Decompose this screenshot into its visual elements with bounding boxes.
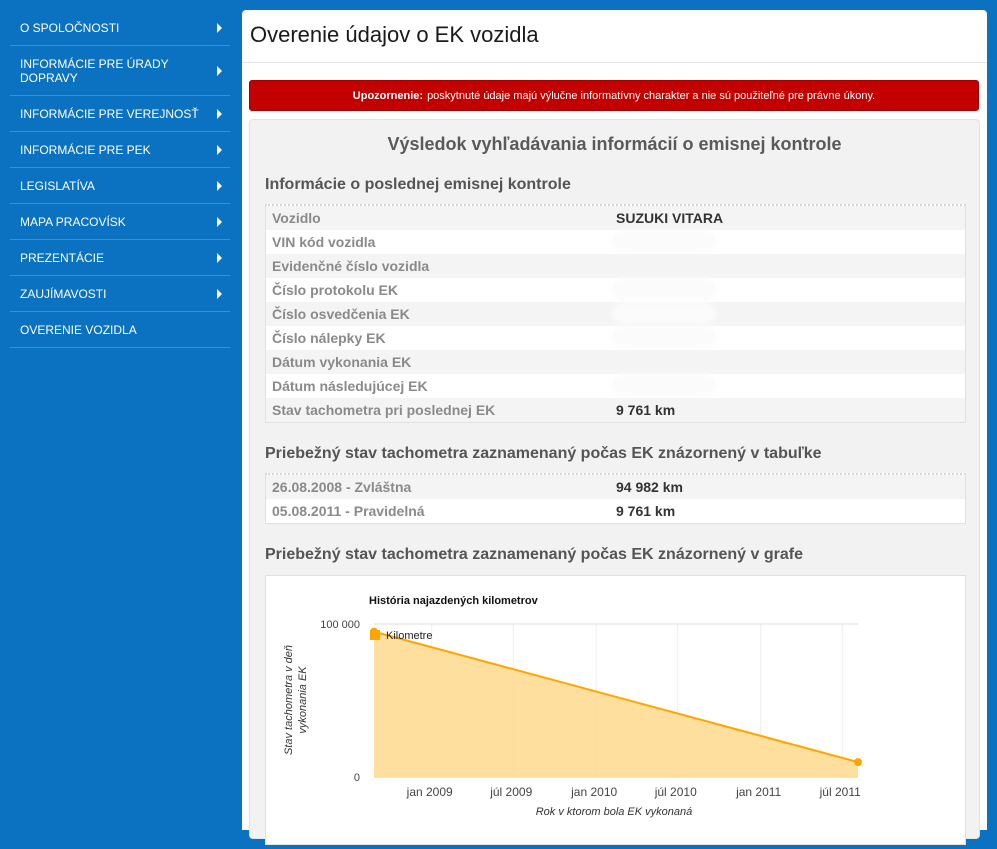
sidebar-item-label: LEGISLATÍVA bbox=[20, 178, 95, 193]
chart-y-axis-label: vykonania EK bbox=[297, 666, 309, 734]
redacted-value bbox=[616, 282, 712, 296]
table-row bbox=[266, 254, 965, 278]
row-label: Vozidlo bbox=[272, 210, 321, 226]
chart-x-tick-label: jan 2010 bbox=[571, 785, 618, 799]
row-label: Dátum vykonania EK bbox=[272, 354, 412, 370]
row-label: 05.08.2011 - Pravidelná bbox=[272, 503, 425, 519]
sidebar-item-1[interactable] bbox=[10, 10, 230, 46]
result-title: Výsledok vyhľadávania informácií o emisnej kontrole bbox=[387, 134, 842, 154]
redacted-value bbox=[616, 378, 712, 392]
chart-legend-label: Kilometre bbox=[386, 630, 433, 642]
sidebar-item-8[interactable] bbox=[10, 276, 230, 312]
chart-x-tick-label: júl 2011 bbox=[819, 785, 861, 799]
redacted-value bbox=[616, 234, 712, 248]
table-row bbox=[266, 326, 965, 350]
redacted-value bbox=[616, 330, 712, 344]
sidebar-item-label: INFORMÁCIE PRE PEK bbox=[20, 142, 151, 157]
row-value bbox=[616, 330, 712, 347]
sidebar-item-3[interactable] bbox=[10, 96, 230, 132]
chevron-right-icon bbox=[217, 66, 222, 76]
chart-data-point bbox=[854, 758, 862, 766]
history-table-heading: Priebežný stav tachometra zaznamenaný počas EK znázornený v tabuľke bbox=[265, 445, 822, 462]
sidebar-item-label: MAPA PRACOVÍSK bbox=[20, 214, 126, 229]
chevron-right-icon bbox=[217, 217, 222, 227]
table-row bbox=[266, 206, 965, 230]
sidebar-item-4[interactable] bbox=[10, 132, 230, 168]
sidebar-item-label: O SPOLOČNOSTI bbox=[20, 20, 120, 35]
sidebar-item-2[interactable] bbox=[10, 46, 230, 96]
sidebar-item-5[interactable] bbox=[10, 168, 230, 204]
chart-area bbox=[374, 632, 858, 777]
sidebar-item-7[interactable] bbox=[10, 240, 230, 276]
chart-y-tick-label: 100 000 bbox=[320, 619, 360, 631]
redacted-value bbox=[616, 306, 712, 320]
warning-text: poskytnuté údaje majú výlučne informatívny charakter a nie sú použiteľné pre právne úkony. bbox=[427, 89, 876, 102]
sidebar-item-label: INFORMÁCIE PRE ÚRADY DOPRAVY bbox=[20, 56, 169, 85]
chevron-right-icon bbox=[217, 145, 222, 155]
row-value bbox=[616, 378, 712, 395]
chart-x-tick-label: júl 2010 bbox=[654, 785, 697, 799]
row-value: 9 761 km bbox=[616, 503, 676, 519]
sidebar-item-label: ZAUJÍMAVOSTI bbox=[20, 286, 107, 301]
warning-banner bbox=[249, 80, 979, 111]
history-table bbox=[265, 473, 966, 524]
table-row bbox=[266, 398, 965, 422]
chart-legend-swatch bbox=[370, 630, 380, 640]
table-row bbox=[266, 230, 965, 254]
last-check-heading: Informácie o poslednej emisnej kontrole bbox=[265, 176, 571, 193]
chart-x-axis-label: Rok v ktorom bola EK vykonaná bbox=[535, 806, 693, 818]
row-value: SUZUKI VITARA bbox=[616, 210, 724, 226]
chevron-right-icon bbox=[217, 23, 222, 33]
row-label: Číslo nálepky EK bbox=[272, 330, 386, 346]
chart-x-tick-label: jan 2009 bbox=[406, 785, 453, 799]
row-label: Číslo osvedčenia EK bbox=[272, 306, 410, 322]
chart-title: História najazdených kilometrov bbox=[369, 595, 538, 607]
sidebar-item-label: PREZENTÁCIE bbox=[20, 250, 105, 265]
row-value bbox=[616, 306, 712, 323]
page-title: Overenie údajov o EK vozidla bbox=[250, 22, 539, 47]
row-label: Dátum následujúcej EK bbox=[272, 378, 428, 394]
row-label: 26.08.2008 - Zvláštna bbox=[272, 479, 412, 495]
sidebar-item-9[interactable] bbox=[10, 312, 230, 348]
title-divider bbox=[242, 62, 987, 63]
last-check-table bbox=[265, 204, 966, 423]
graph-heading: Priebežný stav tachometra zaznamenaný počas EK znázornený v grafe bbox=[265, 546, 803, 563]
chart-x-tick-label: jan 2011 bbox=[736, 785, 782, 799]
chart-container bbox=[265, 575, 966, 845]
row-value bbox=[616, 282, 712, 299]
table-row bbox=[266, 475, 965, 499]
chevron-right-icon bbox=[217, 181, 222, 191]
table-row bbox=[266, 278, 965, 302]
row-label: Číslo protokolu EK bbox=[272, 282, 398, 298]
mileage-chart bbox=[266, 576, 965, 844]
table-row bbox=[266, 350, 965, 374]
table-row bbox=[266, 499, 965, 523]
main-panel bbox=[242, 10, 987, 830]
chart-x-tick-label: júl 2009 bbox=[490, 785, 533, 799]
table-row bbox=[266, 302, 965, 326]
chevron-right-icon bbox=[217, 253, 222, 263]
sidebar-item-6[interactable] bbox=[10, 204, 230, 240]
row-label: VIN kód vozidla bbox=[272, 234, 376, 250]
chevron-right-icon bbox=[217, 109, 222, 119]
chevron-right-icon bbox=[217, 289, 222, 299]
row-value: 9 761 km bbox=[616, 402, 676, 418]
warning-label: Upozornenie: bbox=[352, 89, 424, 102]
table-row bbox=[266, 374, 965, 398]
chart-y-tick-label: 0 bbox=[353, 772, 360, 784]
result-panel bbox=[249, 119, 980, 839]
row-value: 94 982 km bbox=[616, 479, 683, 495]
row-label: Stav tachometra pri poslednej EK bbox=[272, 402, 496, 418]
sidebar-nav bbox=[10, 10, 230, 348]
sidebar-item-label: OVERENIE VOZIDLA bbox=[20, 322, 137, 337]
row-value bbox=[616, 234, 712, 251]
chart-y-axis-label: Stav tachometra v deň bbox=[283, 644, 295, 756]
row-label: Evidenčné číslo vozidla bbox=[272, 258, 430, 274]
sidebar-item-label: INFORMÁCIE PRE VEREJNOSŤ bbox=[20, 106, 199, 121]
